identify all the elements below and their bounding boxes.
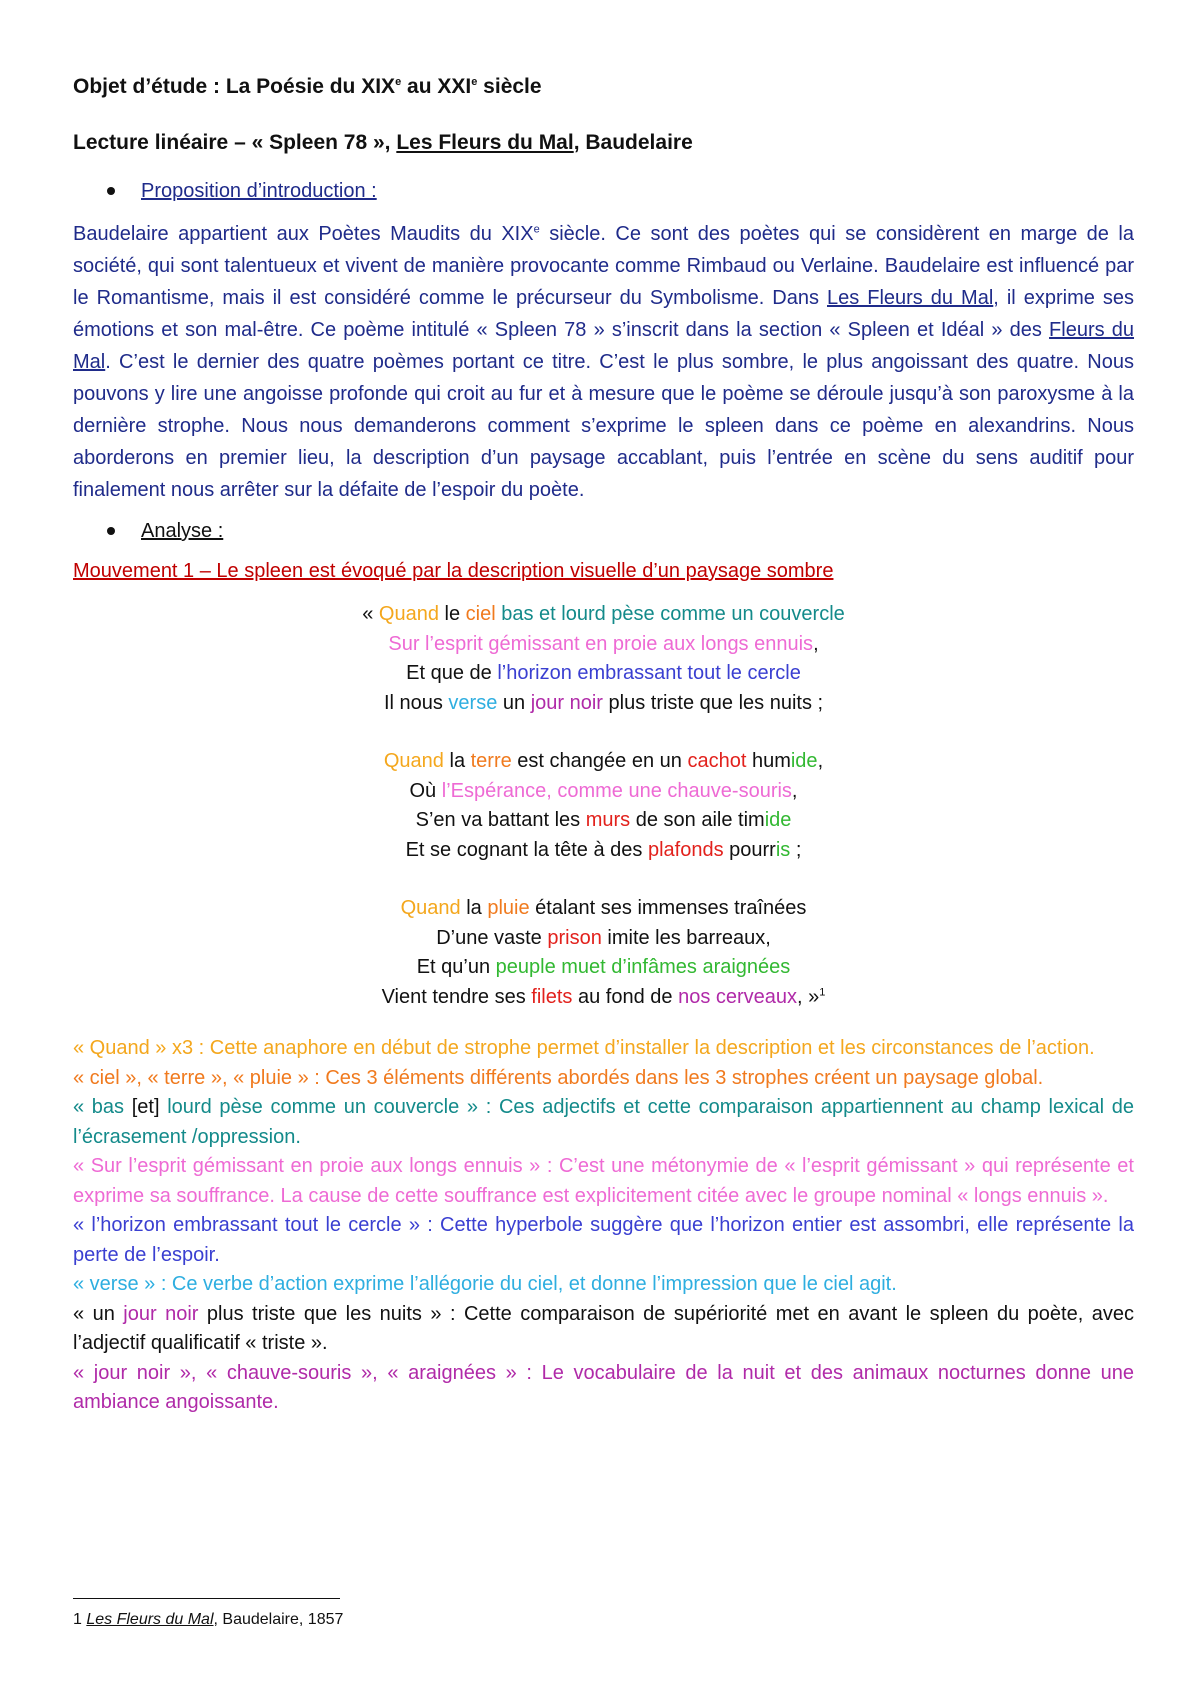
analysis-item: « bas [et] lourd pèse comme un couvercle » : Ces adjectifs et cette comparaison appartiennent au champ lexical de l’écrasement /oppression.	[73, 1096, 1135, 1148]
verse-line: « Quand le ciel bas et lourd pèse comme un couvercle	[362, 603, 845, 625]
bullet-icon	[107, 527, 115, 535]
poem	[73, 600, 1134, 1012]
verse-line: Et se cognant la tête à des plafonds pourris ;	[405, 838, 802, 861]
page-title: Objet d’étude : La Poésie du XIXe au XXIe siècle	[73, 75, 542, 98]
analysis-block	[73, 1034, 1134, 1418]
footnote: 1 Les Fleurs du Mal, Baudelaire, 1857	[73, 1611, 344, 1628]
verse-line: Et que de l’horizon embrassant tout le cercle	[406, 662, 801, 684]
verse-line: Vient tendre ses filets au fond de nos cerveaux, »$^1$	[381, 985, 826, 1008]
analysis-item: « ciel », « terre », « pluie » : Ces 3 éléments différents abordés dans les 3 strophes créent un paysage global.	[73, 1066, 1044, 1089]
analysis-item: « jour noir », « chauve-souris », « araignées » : Le vocabulaire de la nuit et des animaux nocturnes donne une ambiance angoissante.	[73, 1361, 1134, 1413]
footnote-separator	[73, 1598, 340, 1599]
analysis-item: « un jour noir plus triste que les nuits » : Cette comparaison de supériorité met en avant le spleen du poète, avec l’adjectif qualificatif « triste ».	[73, 1302, 1134, 1354]
verse-line: Quand la pluie étalant ses immenses traînées	[400, 897, 807, 919]
footnote-ref: 1	[819, 985, 826, 998]
section-analysis-heading: Analyse :	[107, 518, 1134, 544]
intro-paragraph: Baudelaire appartient aux Poètes Maudits du XIXe siècle. Ce sont des poètes qui se considèrent en marge de la société, qui sont talentueux et vivent de manière provocante comme Rimbaud ou Verlaine. Baudelaire est influencé par le Romantisme, mais il est considéré comme le précurseur du Symbolisme. Dans Les Fleurs du Mal, il exprime ses émotions et son mal-être. Ce poème intitulé « Spleen 78 » s’inscrit dans la section « Spleen et Idéal » des Fleurs du Mal. C’est le dernier des quatre poèmes portant ce titre. C’est le plus sombre, le plus angoissant des quatre. Nous pouvons y lire une angoisse profonde qui croit au fur et à mesure que le poème se déroule jusqu’à son paroxysme à la dernière strophe. Nous nous demanderons comment s’exprime le spleen dans ce poème en alexandrins. Nous aborderons en premier lieu, la description d’un paysage accablant, puis l’entrée en scène du sens auditif pour finalement nous arrêter sur la défaite de l’espoir du poète.	[73, 223, 1135, 501]
reading-title: Lecture linéaire – « Spleen 78 », Les Fleurs du Mal, Baudelaire	[73, 131, 693, 154]
verse-line: Sur l’esprit gémissant en proie aux longs ennuis,	[388, 632, 819, 655]
bullet-icon	[107, 187, 115, 195]
stanza-3	[73, 894, 1134, 1012]
movement-title: Mouvement 1 – Le spleen est évoqué par la description visuelle d’un paysage sombre	[73, 560, 834, 582]
stanza-1	[73, 600, 1134, 718]
verse-line: Quand la terre est changée en un cachot humide,	[383, 750, 824, 772]
analysis-item: « l’horizon embrassant tout le cercle » : Cette hyperbole suggère que l’horizon entier est assombri, elle représente la perte de l’espoir.	[73, 1214, 1134, 1266]
stanza-2	[73, 747, 1134, 865]
section-intro-heading: Proposition d’introduction :	[107, 178, 1134, 204]
verse-line: Il nous verse un jour noir plus triste que les nuits ;	[383, 691, 824, 714]
verse-line: Et qu’un peuple muet d’infâmes araignées	[416, 956, 791, 978]
analysis-item: « Quand » x3 : Cette anaphore en début de strophe permet d’installer la description et les circonstances de l’action.	[73, 1037, 1095, 1059]
verse-line: S’en va battant les murs de son aile timide	[415, 809, 792, 831]
analysis-item: « Sur l’esprit gémissant en proie aux longs ennuis » : C’est une métonymie de « l’esprit gémissant » qui représente et exprime sa souffrance. La cause de cette souffrance est explicitement citée avec le groupe nominal « longs ennuis ».	[73, 1155, 1134, 1207]
verse-line: D’une vaste prison imite les barreaux,	[436, 926, 771, 949]
analysis-item: « verse » : Ce verbe d’action exprime l’allégorie du ciel, et donne l’impression que le ciel agit.	[73, 1273, 897, 1295]
verse-line: Où l’Espérance, comme une chauve-souris,	[409, 779, 798, 802]
